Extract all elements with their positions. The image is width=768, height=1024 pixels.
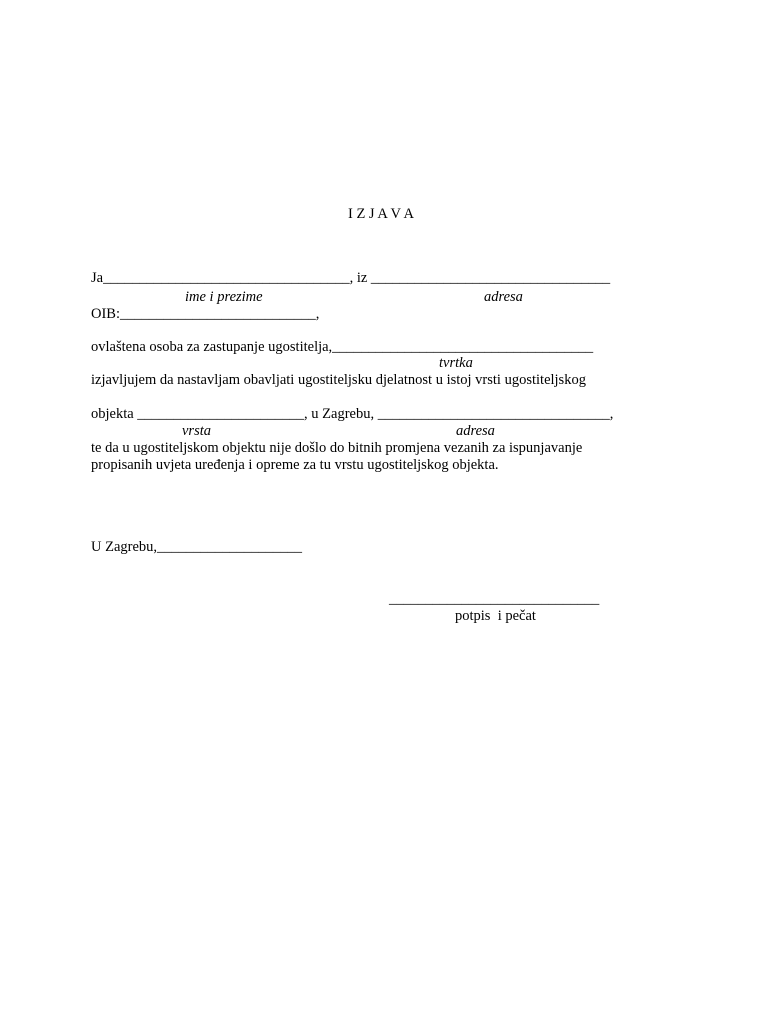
- caption-company: tvrtka: [439, 355, 473, 371]
- declaration-line: izjavljujem da nastavljam obavljati ugostiteljsku djelatnost u istoj vrsti ugostiteljskog: [91, 372, 586, 388]
- caption-name: ime i prezime: [185, 289, 263, 305]
- changes-line-1: te da u ugostiteljskom objektu nije došlo do bitnih promjena vezanih za ispunjavanje: [91, 440, 583, 456]
- place-date-line: U Zagrebu,____________________: [91, 539, 303, 555]
- changes-line-2: propisanih uvjeta uređenja i opreme za tu vrstu ugostiteljskog objekta.: [91, 457, 499, 473]
- caption-object-address: adresa: [456, 423, 495, 439]
- name-address-line: Ja__________________________________, iz _________________________________: [91, 270, 611, 286]
- authorized-person-line: ovlaštena osoba za zastupanje ugostitelja,____________________________________: [91, 339, 594, 355]
- oib-line: OIB:___________________________,: [91, 306, 320, 322]
- caption-address: adresa: [484, 289, 523, 305]
- caption-type: vrsta: [182, 423, 211, 439]
- signature-caption: potpis i pečat: [455, 608, 536, 624]
- object-line: objekta _______________________, u Zagrebu, ________________________________,: [91, 406, 614, 422]
- document-title: I Z J A V A: [348, 206, 414, 222]
- signature-line: _____________________________: [389, 591, 600, 607]
